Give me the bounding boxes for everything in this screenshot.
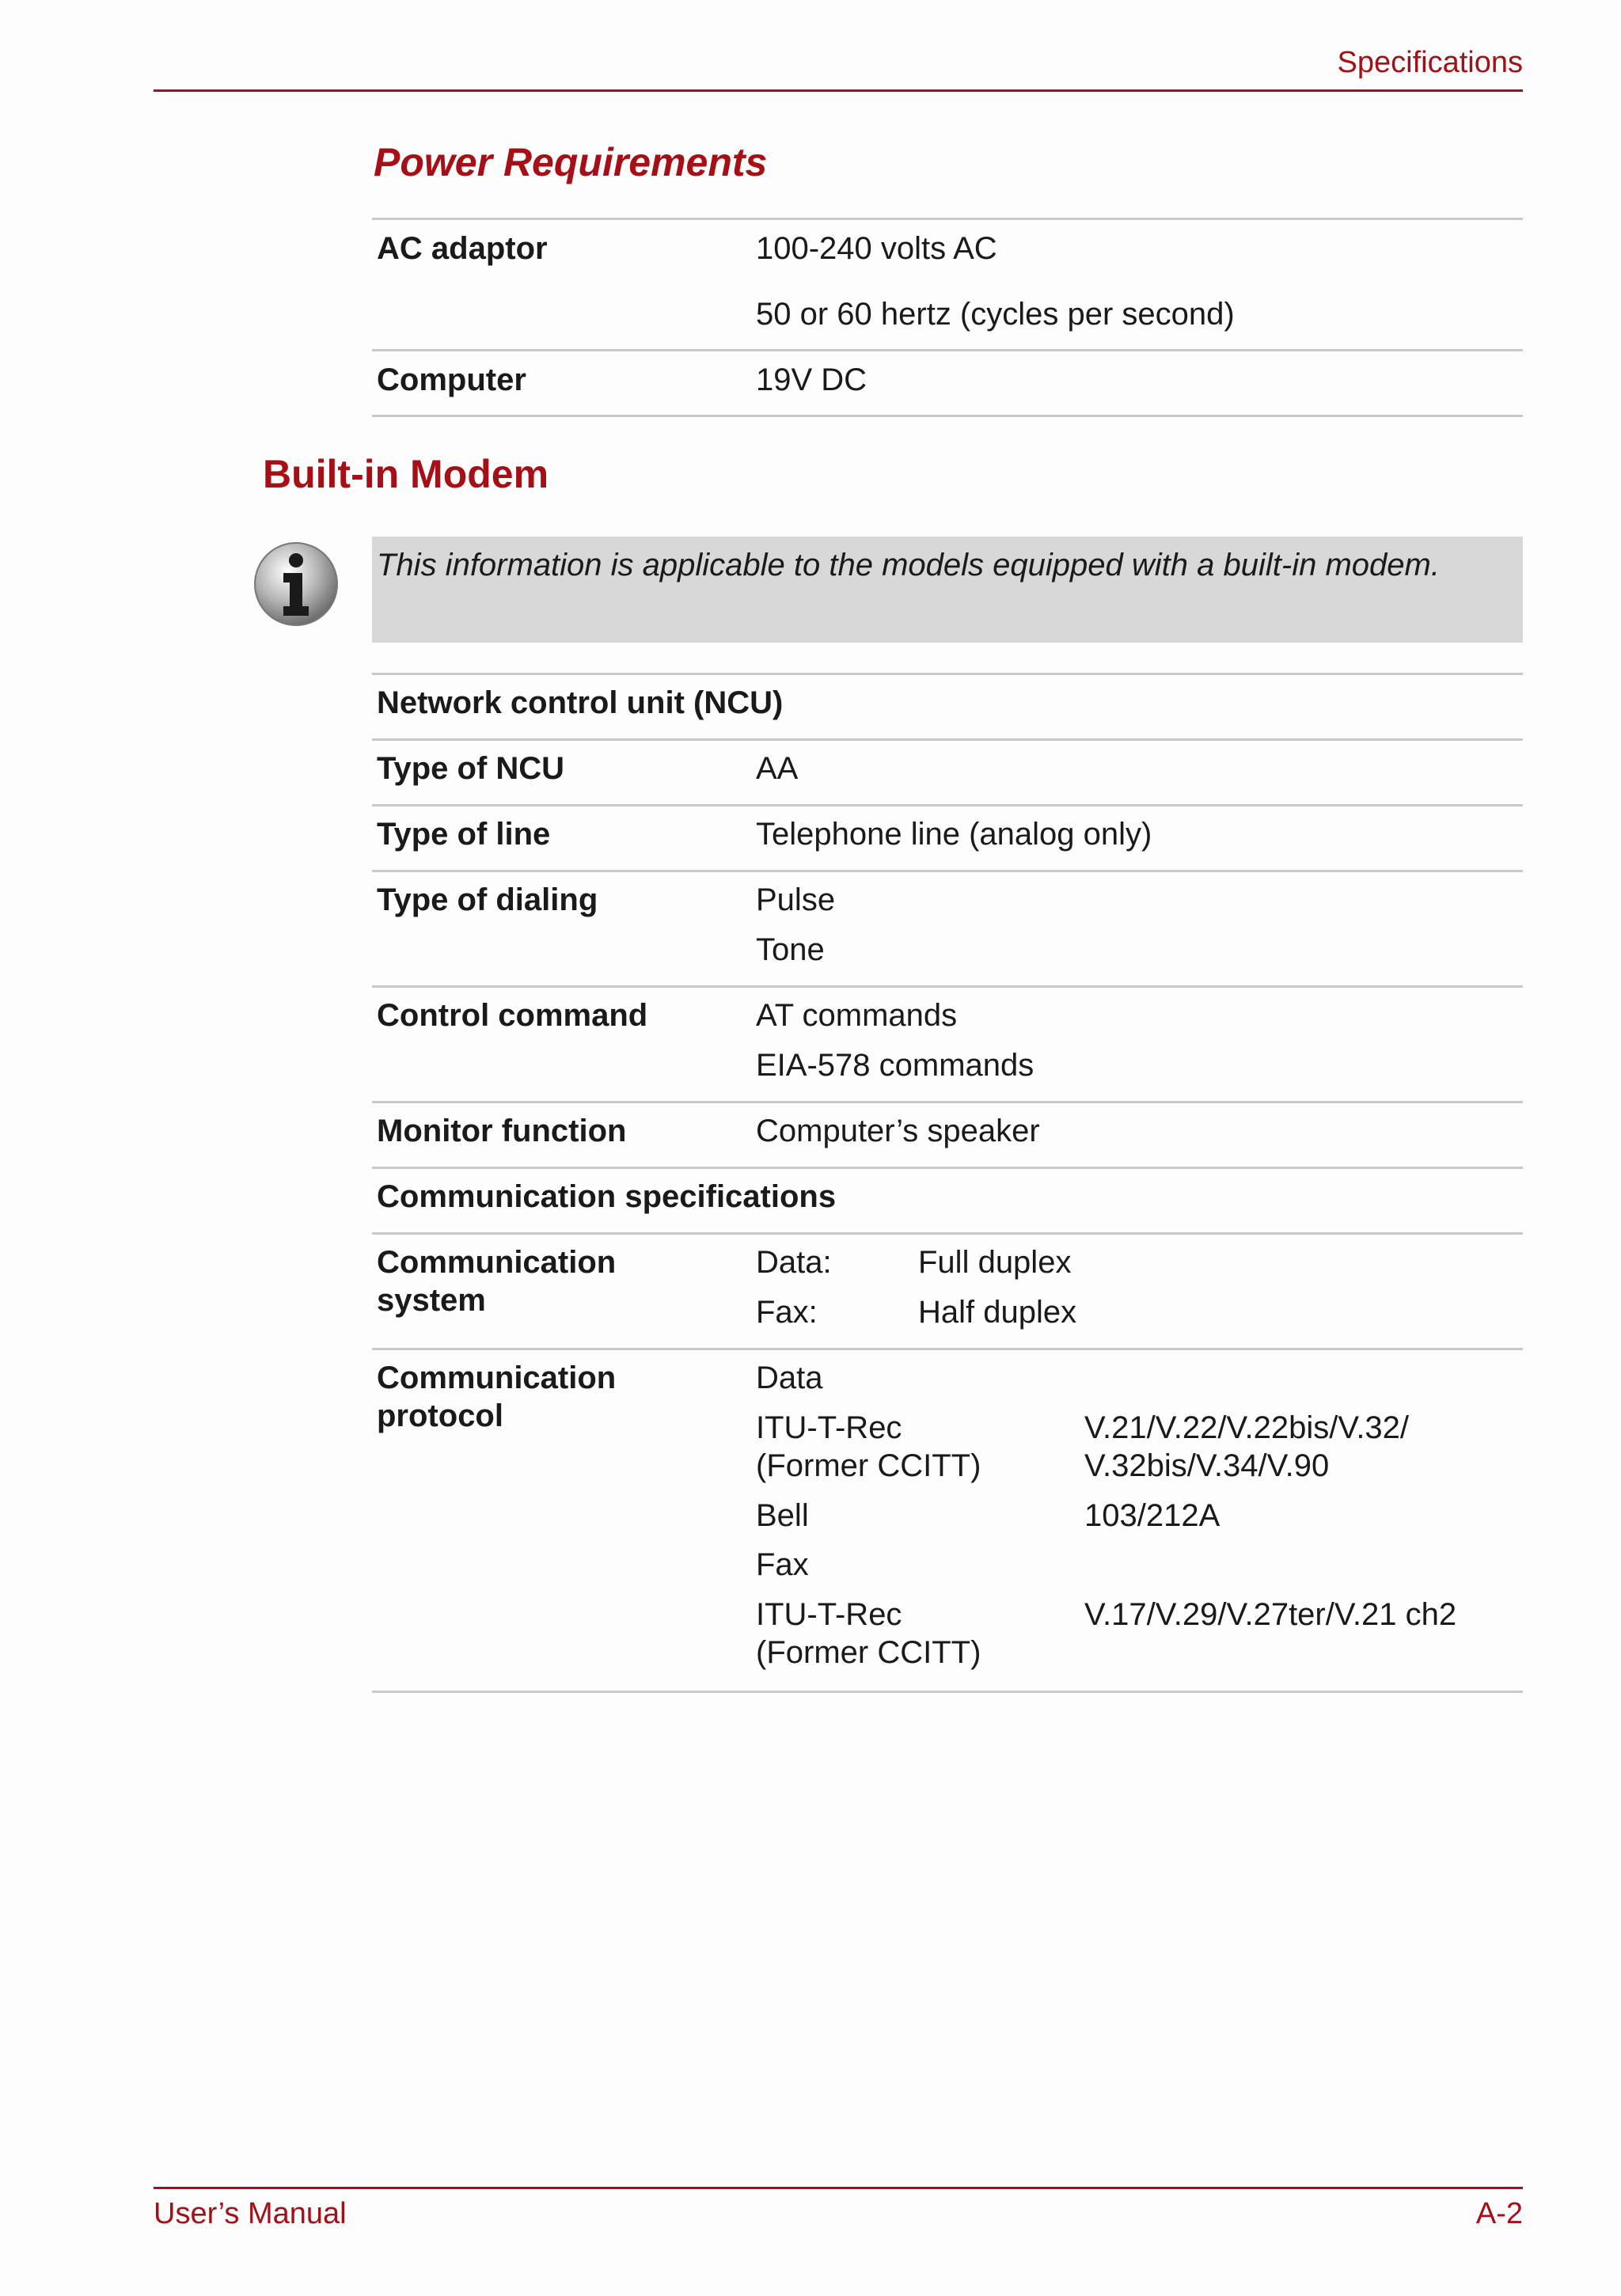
monitor-function-label: Monitor function	[377, 1114, 627, 1148]
system-fax-value: Half duplex	[918, 1295, 1077, 1330]
info-icon	[252, 540, 340, 628]
built-in-modem-heading: Built-in Modem	[263, 452, 549, 496]
table-rule	[372, 1232, 1523, 1235]
note-text: This information is applicable to the models equipped with a built-in modem.	[377, 548, 1440, 583]
protocol-fax-itu-key-line1: ITU-T-Rec	[756, 1597, 902, 1632]
running-header: Specifications	[1337, 46, 1523, 79]
type-of-line-label: Type of line	[377, 817, 551, 852]
header-rule	[154, 89, 1523, 92]
control-at-commands: AT commands	[756, 998, 958, 1033]
protocol-data-title: Data	[756, 1361, 823, 1395]
ac-adaptor-voltage: 100-240 volts AC	[756, 231, 997, 266]
page-number: A-2	[1475, 2197, 1523, 2230]
system-fax-key: Fax:	[756, 1295, 818, 1330]
protocol-data-itu-key-line1: ITU-T-Rec	[756, 1410, 902, 1445]
dialing-tone: Tone	[756, 932, 825, 967]
table-rule	[372, 870, 1523, 872]
ac-adaptor-frequency: 50 or 60 hertz (cycles per second)	[756, 297, 1235, 332]
protocol-data-bell-value: 103/212A	[1084, 1498, 1220, 1533]
control-eia-commands: EIA-578 commands	[756, 1048, 1034, 1083]
footer-rule	[154, 2187, 1523, 2189]
protocol-data-bell-key: Bell	[756, 1498, 809, 1533]
system-data-key: Data:	[756, 1245, 832, 1280]
protocol-data-itu-value-line2: V.32bis/V.34/V.90	[1084, 1448, 1330, 1483]
type-of-line-value: Telephone line (analog only)	[756, 817, 1152, 852]
computer-value: 19V DC	[756, 362, 867, 397]
protocol-fax-itu-key-line2: (Former CCITT)	[756, 1635, 981, 1670]
table-rule	[372, 415, 1523, 417]
communication-system-label-line2: system	[377, 1283, 486, 1318]
footer-manual-title: User’s Manual	[154, 2197, 347, 2230]
table-rule	[372, 738, 1523, 741]
table-rule	[372, 804, 1523, 806]
type-of-ncu-label: Type of NCU	[377, 751, 565, 786]
ac-adaptor-label: AC adaptor	[377, 231, 548, 266]
communication-specifications-heading: Communication specifications	[377, 1179, 837, 1214]
table-rule	[372, 1691, 1523, 1693]
power-requirements-heading: Power Requirements	[374, 140, 768, 184]
system-data-value: Full duplex	[918, 1245, 1072, 1280]
communication-system-label-line1: Communication	[377, 1245, 617, 1280]
type-of-ncu-value: AA	[756, 751, 799, 786]
protocol-fax-itu-value: V.17/V.29/V.27ter/V.21 ch2	[1084, 1597, 1457, 1632]
protocol-data-itu-key-line2: (Former CCITT)	[756, 1448, 981, 1483]
communication-protocol-label-line2: protocol	[377, 1398, 503, 1433]
dialing-pulse: Pulse	[756, 882, 836, 917]
protocol-fax-title: Fax	[756, 1547, 809, 1582]
monitor-function-value: Computer’s speaker	[756, 1114, 1040, 1148]
table-rule	[372, 985, 1523, 988]
control-command-label: Control command	[377, 998, 648, 1033]
communication-protocol-label-line1: Communication	[377, 1361, 617, 1395]
table-rule	[372, 349, 1523, 351]
ncu-heading: Network control unit (NCU)	[377, 685, 784, 720]
table-rule	[372, 1167, 1523, 1169]
table-rule	[372, 673, 1523, 675]
computer-label: Computer	[377, 362, 526, 397]
table-rule	[372, 1348, 1523, 1350]
table-rule	[372, 218, 1523, 220]
type-of-dialing-label: Type of dialing	[377, 882, 598, 917]
protocol-data-itu-value-line1: V.21/V.22/V.22bis/V.32/	[1084, 1410, 1410, 1445]
table-rule	[372, 1101, 1523, 1103]
